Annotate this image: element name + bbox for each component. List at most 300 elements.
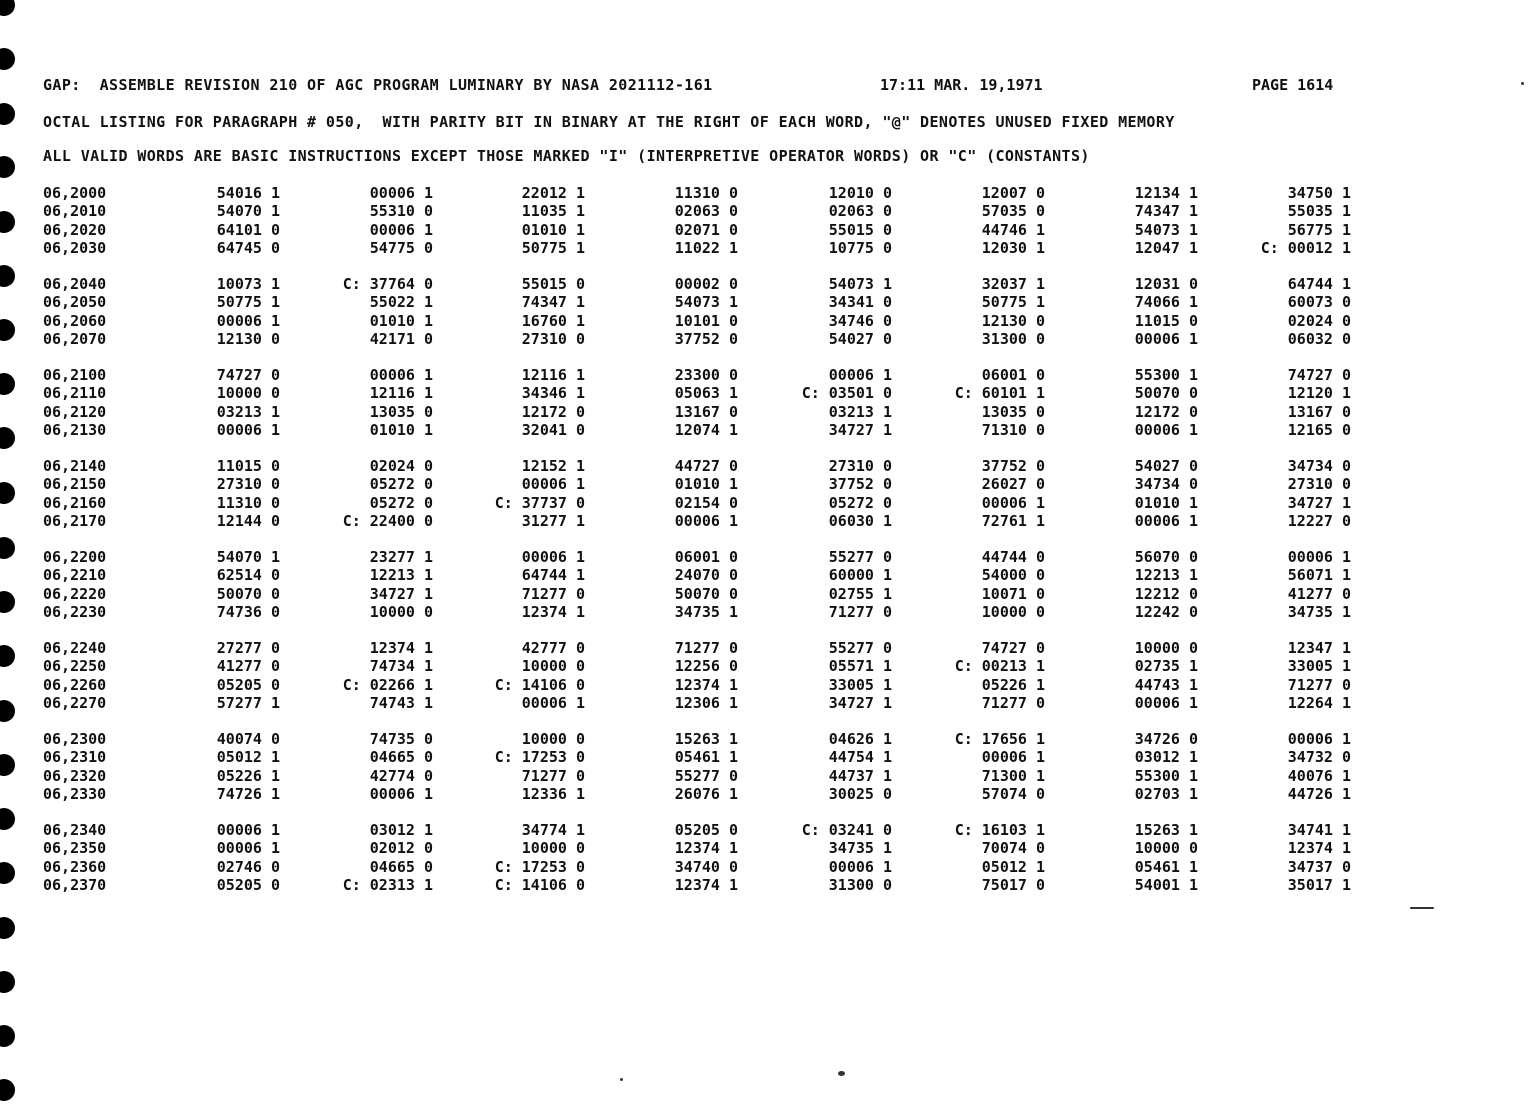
listing-row	[0, 858, 1530, 876]
octal-word: 34734 0	[1134, 475, 1198, 494]
octal-word: 44744 0	[981, 548, 1045, 566]
octal-word: 00006 1	[1134, 693, 1198, 712]
octal-word: 02063 0	[828, 202, 892, 221]
octal-word: 00006 1	[216, 839, 280, 858]
octal-word: 34734 0	[1287, 457, 1351, 475]
octal-word: 10000 0	[521, 839, 585, 858]
listing-row	[0, 548, 1530, 566]
octal-word: 12116 1	[521, 366, 585, 384]
memory-address: 06,2000	[43, 184, 107, 202]
octal-word: 02024 0	[369, 457, 433, 475]
octal-word: 04626 1	[828, 730, 892, 748]
octal-word: 11035 1	[521, 202, 585, 221]
octal-word: 05205 0	[216, 675, 280, 694]
octal-word: 12374 1	[674, 675, 738, 694]
listing-row	[0, 184, 1530, 202]
octal-word: 05226 1	[216, 766, 280, 785]
octal-word: 12306 1	[674, 693, 738, 712]
octal-word: 15263 1	[1134, 821, 1198, 839]
octal-word: 27277 0	[216, 639, 280, 657]
memory-address: 06,2040	[43, 275, 107, 293]
octal-word: 10101 0	[674, 311, 738, 330]
octal-word: 06001 0	[981, 366, 1045, 384]
octal-word: 12172 0	[1134, 402, 1198, 421]
octal-word: 13167 0	[674, 402, 738, 421]
listing-row	[0, 475, 1530, 493]
octal-word: 00006 1	[216, 420, 280, 439]
octal-word: 02024 0	[1287, 311, 1351, 330]
octal-word: 12212 0	[1134, 584, 1198, 603]
octal-word: 03012 1	[369, 821, 433, 839]
octal-word: C: 00213 1	[954, 657, 1045, 676]
listing-row	[0, 876, 1530, 894]
octal-word: 10775 0	[828, 238, 892, 257]
octal-word: 74727 0	[216, 366, 280, 384]
octal-word: 12134 1	[1134, 184, 1198, 202]
octal-word: 26027 0	[981, 475, 1045, 494]
octal-word: 55277 0	[828, 639, 892, 657]
octal-word: 02012 0	[369, 839, 433, 858]
octal-word: 06001 0	[674, 548, 738, 566]
punch-hole	[0, 103, 15, 125]
listing-row	[0, 585, 1530, 603]
octal-word: 12130 0	[216, 329, 280, 348]
octal-word: C: 02266 1	[342, 675, 433, 694]
memory-address: 06,2170	[43, 511, 107, 530]
octal-word: 34737 0	[1287, 857, 1351, 876]
octal-word: 50775 1	[981, 293, 1045, 312]
octal-word: 06032 0	[1287, 329, 1351, 348]
octal-word: 54775 0	[369, 238, 433, 257]
octal-word: 11022 1	[674, 238, 738, 257]
octal-word: 74735 0	[369, 730, 433, 748]
octal-word: 12030 1	[981, 238, 1045, 257]
octal-word: 00006 1	[216, 311, 280, 330]
memory-address: 06,2340	[43, 821, 107, 839]
octal-word: 74347 1	[1134, 202, 1198, 221]
listing-row	[0, 566, 1530, 584]
octal-word: 32037 1	[981, 275, 1045, 293]
punch-hole	[0, 156, 15, 178]
listing-block	[0, 730, 1530, 821]
octal-word: 74727 0	[981, 639, 1045, 657]
octal-word: C: 17253 0	[494, 857, 585, 876]
octal-word: 55015 0	[828, 220, 892, 239]
octal-word: 12256 0	[674, 657, 738, 676]
octal-word: 00006 1	[369, 366, 433, 384]
octal-word: 31300 0	[981, 329, 1045, 348]
memory-address: 06,2330	[43, 784, 107, 803]
octal-word: 12213 1	[369, 566, 433, 585]
octal-word: 34346 1	[521, 384, 585, 403]
octal-word: 01010 1	[1134, 493, 1198, 512]
memory-address: 06,2100	[43, 366, 107, 384]
listing-block	[0, 366, 1530, 457]
octal-word: C: 22400 0	[342, 511, 433, 530]
octal-word: 34750 1	[1287, 184, 1351, 202]
octal-word: 13035 0	[369, 402, 433, 421]
octal-word: 00006 1	[1287, 730, 1351, 748]
octal-word: 05012 1	[981, 857, 1045, 876]
octal-word: 44726 1	[1287, 784, 1351, 803]
octal-word: 02063 0	[674, 202, 738, 221]
octal-word: 34727 1	[1287, 493, 1351, 512]
octal-word: 12374 1	[674, 875, 738, 894]
listing-row	[0, 603, 1530, 621]
octal-word: 12347 1	[1287, 639, 1351, 657]
octal-word: 00006 1	[828, 366, 892, 384]
listing-row	[0, 785, 1530, 803]
octal-word: 01010 1	[369, 420, 433, 439]
octal-word: 12172 0	[521, 402, 585, 421]
octal-word: 54073 1	[828, 275, 892, 293]
octal-word: C: 03501 0	[801, 384, 892, 403]
octal-word: 05272 0	[828, 493, 892, 512]
octal-word: 31277 1	[521, 511, 585, 530]
octal-word: 00006 1	[369, 184, 433, 202]
octal-word: 40076 1	[1287, 766, 1351, 785]
octal-word: 13035 0	[981, 402, 1045, 421]
listing-row	[0, 239, 1530, 257]
octal-word: 44737 1	[828, 766, 892, 785]
listing-row	[0, 421, 1530, 439]
listing-row	[0, 694, 1530, 712]
octal-word: 64744 1	[521, 566, 585, 585]
punch-hole	[0, 48, 15, 70]
memory-address: 06,2200	[43, 548, 107, 566]
octal-word: 71277 0	[1287, 675, 1351, 694]
punch-hole	[0, 1079, 15, 1101]
octal-word: 12047 1	[1134, 238, 1198, 257]
octal-word: C: 14106 0	[494, 675, 585, 694]
octal-word: 00006 1	[521, 693, 585, 712]
octal-word: C: 37737 0	[494, 493, 585, 512]
punch-hole	[0, 0, 15, 16]
listing-row	[0, 221, 1530, 239]
octal-word: 00006 1	[674, 511, 738, 530]
octal-word: 03213 1	[828, 402, 892, 421]
scan-speck	[1521, 82, 1524, 85]
octal-word: 01010 1	[674, 475, 738, 494]
octal-word: 31300 0	[828, 875, 892, 894]
octal-word: 54073 1	[1134, 220, 1198, 239]
octal-word: 10000 0	[369, 602, 433, 621]
scan-speck	[620, 1078, 623, 1081]
octal-word: 05012 1	[216, 748, 280, 767]
memory-address: 06,2260	[43, 675, 107, 694]
octal-word: 02154 0	[674, 493, 738, 512]
octal-word: 72761 1	[981, 511, 1045, 530]
octal-word: 10073 1	[216, 275, 280, 293]
listing-row	[0, 202, 1530, 220]
octal-word: 56070 0	[1134, 548, 1198, 566]
octal-word: 55310 0	[369, 202, 433, 221]
octal-word: 04665 0	[369, 748, 433, 767]
octal-word: 05461 1	[674, 748, 738, 767]
octal-word: 54073 1	[674, 293, 738, 312]
octal-word: 44746 1	[981, 220, 1045, 239]
listing-row	[0, 293, 1530, 311]
memory-address: 06,2360	[43, 857, 107, 876]
listing-block	[0, 821, 1530, 912]
scan-speck	[838, 1071, 845, 1076]
octal-word: 10071 0	[981, 584, 1045, 603]
octal-word: 27310 0	[216, 475, 280, 494]
octal-word: 50070 0	[1134, 384, 1198, 403]
octal-word: 11015 0	[1134, 311, 1198, 330]
octal-word: 55300 1	[1134, 766, 1198, 785]
octal-word: 37752 0	[981, 457, 1045, 475]
octal-word: 42171 0	[369, 329, 433, 348]
octal-word: 02071 0	[674, 220, 738, 239]
octal-word: C: 14106 0	[494, 875, 585, 894]
listing-row	[0, 312, 1530, 330]
octal-word: 34735 1	[1287, 602, 1351, 621]
octal-word: 50775 1	[521, 238, 585, 257]
punch-hole	[0, 971, 15, 993]
octal-word: 57277 1	[216, 693, 280, 712]
octal-word: 56071 1	[1287, 566, 1351, 585]
octal-word: 12116 1	[369, 384, 433, 403]
octal-word: 74743 1	[369, 693, 433, 712]
listing-row	[0, 748, 1530, 766]
octal-word: 41277 0	[216, 657, 280, 676]
octal-word: 64744 1	[1287, 275, 1351, 293]
memory-address: 06,2250	[43, 657, 107, 676]
octal-word: 12031 0	[1134, 275, 1198, 293]
listing-title: GAP: ASSEMBLE REVISION 210 OF AGC PROGRAM LUMINARY BY NASA 2021112-161	[43, 76, 713, 94]
octal-word: 02703 1	[1134, 784, 1198, 803]
listing-timestamp: 17:11 MAR. 19,1971	[880, 76, 1043, 94]
punch-hole	[0, 1025, 15, 1047]
memory-address: 06,2020	[43, 220, 107, 239]
octal-word: 40074 0	[216, 730, 280, 748]
octal-word: 12213 1	[1134, 566, 1198, 585]
octal-word: 24070 0	[674, 566, 738, 585]
octal-word: 55022 1	[369, 293, 433, 312]
memory-address: 06,2300	[43, 730, 107, 748]
octal-word: 37752 0	[828, 475, 892, 494]
octal-word: 05272 0	[369, 475, 433, 494]
octal-word: 74726 1	[216, 784, 280, 803]
octal-word: 27310 0	[828, 457, 892, 475]
listing-row	[0, 821, 1530, 839]
octal-word: 71277 0	[674, 639, 738, 657]
octal-word: 00006 1	[369, 220, 433, 239]
octal-word: 54000 0	[981, 566, 1045, 585]
octal-word: 33005 1	[828, 675, 892, 694]
memory-address: 06,2120	[43, 402, 107, 421]
octal-word: 55015 0	[521, 275, 585, 293]
octal-word: 50070 0	[674, 584, 738, 603]
octal-word: 16760 1	[521, 311, 585, 330]
listing-row	[0, 330, 1530, 348]
octal-word: 13167 0	[1287, 402, 1351, 421]
octal-listing-table	[0, 184, 1530, 912]
octal-word: 34732 0	[1287, 748, 1351, 767]
octal-word: 12264 1	[1287, 693, 1351, 712]
octal-word: 05272 0	[369, 493, 433, 512]
listing-row	[0, 839, 1530, 857]
memory-address: 06,2050	[43, 293, 107, 312]
memory-address: 06,2310	[43, 748, 107, 767]
octal-word: 44727 0	[674, 457, 738, 475]
listing-block	[0, 275, 1530, 366]
octal-word: 54001 1	[1134, 875, 1198, 894]
octal-word: 00006 1	[521, 475, 585, 494]
octal-word: 05205 0	[216, 875, 280, 894]
octal-word: 12130 0	[981, 311, 1045, 330]
octal-word: 44754 1	[828, 748, 892, 767]
octal-word: 02735 1	[1134, 657, 1198, 676]
octal-word: 34735 1	[828, 839, 892, 858]
listing-subtitle: OCTAL LISTING FOR PARAGRAPH # 050, WITH PARITY BIT IN BINARY AT THE RIGHT OF EACH WORD, "@" DENOTES UNUSED FIXED MEMORY	[43, 113, 1175, 131]
octal-word: 50070 0	[216, 584, 280, 603]
octal-word: C: 03241 0	[801, 821, 892, 839]
octal-word: 74347 1	[521, 293, 585, 312]
octal-word: 34727 1	[828, 693, 892, 712]
octal-word: 23277 1	[369, 548, 433, 566]
octal-word: 26076 1	[674, 784, 738, 803]
octal-word: C: 00012 1	[1260, 238, 1351, 257]
octal-word: 75017 0	[981, 875, 1045, 894]
octal-word: 34341 0	[828, 293, 892, 312]
octal-word: 00006 1	[1134, 420, 1198, 439]
octal-word: 12144 0	[216, 511, 280, 530]
octal-word: 34727 1	[369, 584, 433, 603]
octal-word: 42774 0	[369, 766, 433, 785]
octal-word: 00006 1	[1134, 511, 1198, 530]
octal-word: 06030 1	[828, 511, 892, 530]
octal-word: 71310 0	[981, 420, 1045, 439]
listing-row	[0, 639, 1530, 657]
octal-word: 22012 1	[521, 184, 585, 202]
octal-word: 12336 1	[521, 784, 585, 803]
octal-word: 01010 1	[369, 311, 433, 330]
octal-word: 44743 1	[1134, 675, 1198, 694]
octal-word: 71277 0	[521, 766, 585, 785]
octal-word: 10000 0	[521, 730, 585, 748]
octal-word: 11310 0	[216, 493, 280, 512]
octal-word: 54016 1	[216, 184, 280, 202]
octal-word: C: 17656 1	[954, 730, 1045, 748]
memory-address: 06,2010	[43, 202, 107, 221]
octal-word: C: 02313 1	[342, 875, 433, 894]
octal-word: 70074 0	[981, 839, 1045, 858]
octal-word: 12074 1	[674, 420, 738, 439]
octal-word: 50775 1	[216, 293, 280, 312]
octal-word: 33005 1	[1287, 657, 1351, 676]
memory-address: 06,2150	[43, 475, 107, 494]
octal-word: 05571 1	[828, 657, 892, 676]
octal-word: 34774 1	[521, 821, 585, 839]
octal-word: 10000 0	[521, 657, 585, 676]
octal-word: 27310 0	[521, 329, 585, 348]
listing-row	[0, 676, 1530, 694]
page-number: PAGE 1614	[1252, 76, 1334, 94]
octal-word: 05205 0	[674, 821, 738, 839]
listing-block	[0, 548, 1530, 639]
octal-word: 30025 0	[828, 784, 892, 803]
memory-address: 06,2160	[43, 493, 107, 512]
octal-word: 00006 1	[981, 748, 1045, 767]
octal-word: 12242 0	[1134, 602, 1198, 621]
listing-row	[0, 384, 1530, 402]
octal-word: 12374 1	[521, 602, 585, 621]
octal-word: 12374 1	[369, 639, 433, 657]
octal-word: 03213 1	[216, 402, 280, 421]
memory-address: 06,2350	[43, 839, 107, 858]
octal-word: 00006 1	[521, 548, 585, 566]
memory-address: 06,2110	[43, 384, 107, 403]
octal-word: 04665 0	[369, 857, 433, 876]
octal-word: 05063 1	[674, 384, 738, 403]
octal-word: 74734 1	[369, 657, 433, 676]
octal-word: 00006 1	[981, 493, 1045, 512]
octal-word: 71277 0	[521, 584, 585, 603]
listing-row	[0, 403, 1530, 421]
octal-word: 42777 0	[521, 639, 585, 657]
memory-address: 06,2370	[43, 875, 107, 894]
octal-word: 74727 0	[1287, 366, 1351, 384]
octal-word: 74066 1	[1134, 293, 1198, 312]
octal-word: 37752 0	[674, 329, 738, 348]
octal-word: 10000 0	[216, 384, 280, 403]
octal-word: 10000 0	[1134, 639, 1198, 657]
octal-word: C: 37764 0	[342, 275, 433, 293]
octal-word: 12120 1	[1287, 384, 1351, 403]
octal-word: 11015 0	[216, 457, 280, 475]
octal-word: 64745 0	[216, 238, 280, 257]
octal-word: 01010 1	[521, 220, 585, 239]
octal-word: C: 60101 1	[954, 384, 1045, 403]
listing-legend: ALL VALID WORDS ARE BASIC INSTRUCTIONS EXCEPT THOSE MARKED "I" (INTERPRETIVE OPERATOR WORDS) OR "C" (CONSTANTS)	[43, 147, 1090, 165]
octal-word: 10000 0	[1134, 839, 1198, 858]
octal-word: 00006 1	[1134, 329, 1198, 348]
listing-block	[0, 184, 1530, 275]
octal-word: 34727 1	[828, 420, 892, 439]
memory-address: 06,2130	[43, 420, 107, 439]
octal-word: 12010 0	[828, 184, 892, 202]
octal-word: 55277 0	[674, 766, 738, 785]
octal-word: 35017 1	[1287, 875, 1351, 894]
listing-row	[0, 366, 1530, 384]
memory-address: 06,2270	[43, 693, 107, 712]
octal-word: 55035 1	[1287, 202, 1351, 221]
octal-word: 34746 0	[828, 311, 892, 330]
listing-row	[0, 512, 1530, 530]
listing-block	[0, 457, 1530, 548]
octal-word: 34735 1	[674, 602, 738, 621]
octal-word: 00006 1	[1287, 548, 1351, 566]
memory-address: 06,2320	[43, 766, 107, 785]
memory-address: 06,2140	[43, 457, 107, 475]
octal-word: 57035 0	[981, 202, 1045, 221]
octal-word: 54070 1	[216, 202, 280, 221]
memory-address: 06,2030	[43, 238, 107, 257]
octal-word: 00006 1	[216, 821, 280, 839]
octal-word: C: 17253 0	[494, 748, 585, 767]
octal-word: 54070 1	[216, 548, 280, 566]
listing-row	[0, 657, 1530, 675]
memory-address: 06,2240	[43, 639, 107, 657]
listing-row	[0, 275, 1530, 293]
octal-word: 15263 1	[674, 730, 738, 748]
memory-address: 06,2070	[43, 329, 107, 348]
octal-word: 56775 1	[1287, 220, 1351, 239]
octal-word: 00006 1	[828, 857, 892, 876]
octal-word: 03012 1	[1134, 748, 1198, 767]
